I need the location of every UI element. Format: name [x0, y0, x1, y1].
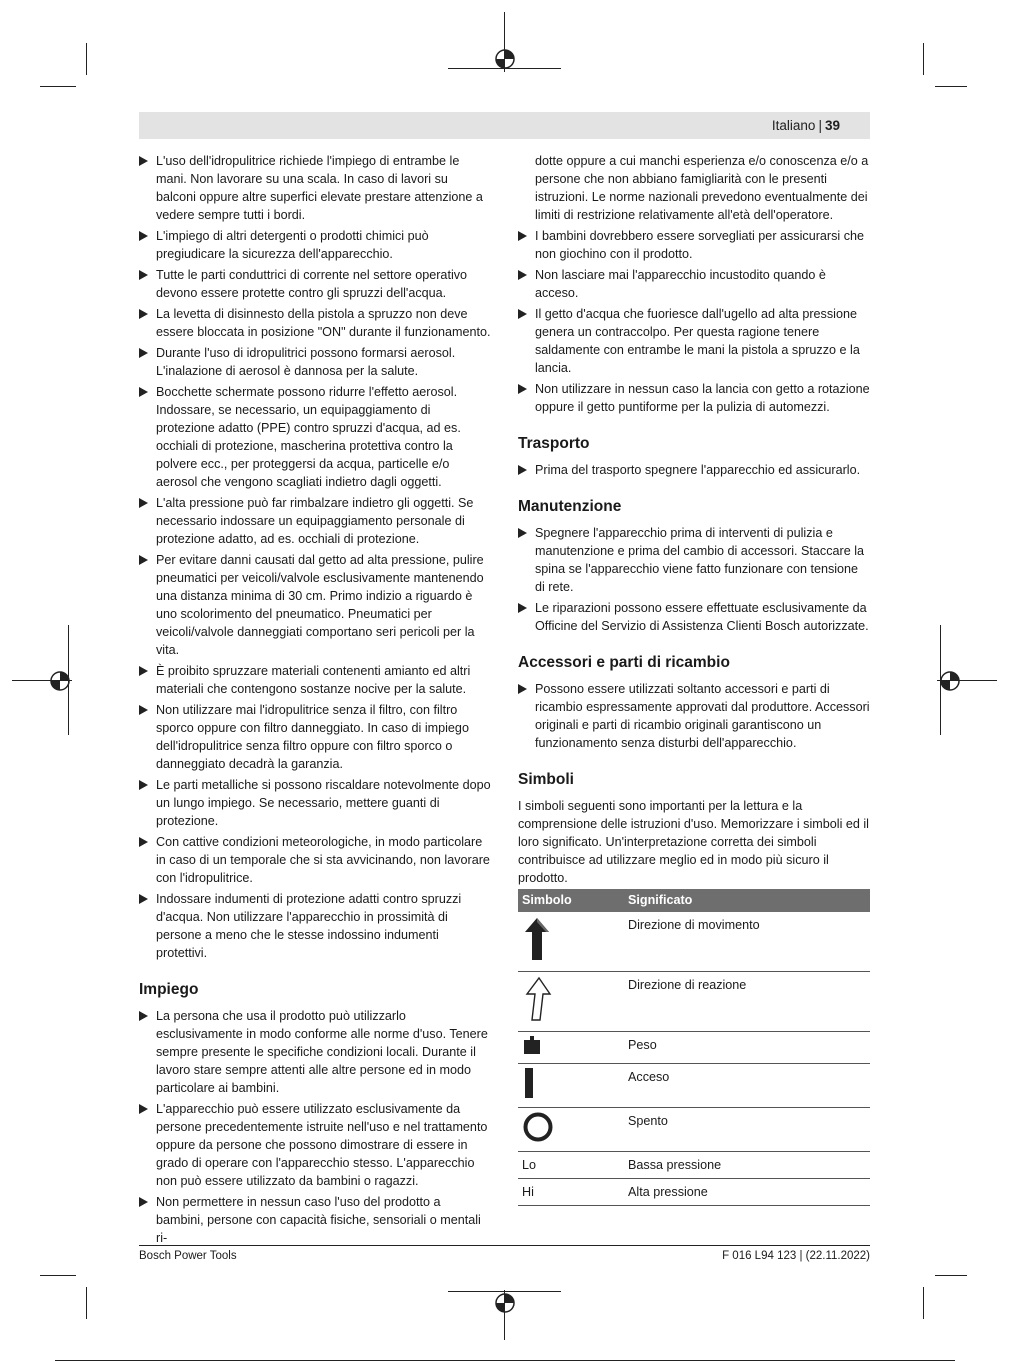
bullet-item: L'alta pressione può far rimbalzare indietro gli oggetti. Se necessario indossare un equipaggiamento personale di protezione adatto, ad es. occhiali di protezione. [139, 494, 491, 548]
bullet-arrow-icon [139, 555, 148, 565]
section-heading-manutenzione: Manutenzione [518, 498, 622, 515]
off-icon [522, 1112, 554, 1142]
footer-rule [139, 1245, 870, 1246]
table-header-symbol: Simbolo [518, 889, 624, 912]
meaning-cell: Bassa pressione [624, 1152, 870, 1179]
bullet-arrow-icon [518, 270, 527, 280]
bullet-item: Durante l'uso di idropulitrici possono formarsi aerosol. L'inalazione di aerosol è dannosa per la salute. [139, 344, 491, 380]
bullet-item: Non permettere in nessun caso l'uso del prodotto a bambini, persone con capacità fisiche, sensoriali o mentali ri- [139, 1193, 491, 1247]
meaning-cell: Spento [624, 1108, 870, 1152]
symbol-cell [518, 972, 624, 1032]
bullet-item: Tutte le parti conduttrici di corrente nel settore operativo devono essere protette contro gli spruzzi dell'acqua. [139, 266, 491, 302]
bullet-item: Indossare indumenti di protezione adatti contro spruzzi d'acqua. Non utilizzare l'apparecchio in prossimità di persone a meno che le stesse indossino indumenti protettivi. [139, 890, 491, 962]
header-separator: | [818, 118, 822, 133]
bullet-arrow-icon [139, 270, 148, 280]
registration-mark-icon [490, 44, 520, 74]
meaning-cell: Alta pressione [624, 1179, 870, 1206]
bullet-arrow-icon [139, 666, 148, 676]
footer-brand: Bosch Power Tools [139, 1250, 237, 1262]
bullet-arrow-icon [139, 309, 148, 319]
bullet-arrow-icon [139, 837, 148, 847]
bullet-arrow-icon [139, 1011, 148, 1021]
bullet-arrow-icon [139, 231, 148, 241]
bullet-arrow-icon [139, 387, 148, 397]
table-row [518, 1179, 870, 1206]
arrow-outline-icon [522, 976, 552, 1022]
bullet-arrow-icon [518, 465, 527, 475]
footer-doc-id: F 016 L94 123 | (22.11.2022) [722, 1250, 870, 1262]
meaning-cell: Direzione di reazione [624, 972, 870, 1032]
page-header [139, 112, 870, 139]
bullet-item: L'apparecchio può essere utilizzato esclusivamente da persone precedentemente istruite nell'uso e nel trattamento oppure da persone che possono dimostrare di essere in grado di operare con l'apparecchio stesso. L'apparecchio non può essere utilizzato da bambini o ragazzi. [139, 1100, 491, 1190]
bullet-item: Le parti metalliche si possono riscaldare notevolmente dopo un lungo impiego. Se necessario, mettere guanti di protezione. [139, 776, 491, 830]
bullet-arrow-icon [139, 1104, 148, 1114]
bullet-item: È proibito spruzzare materiali contenenti amianto ed altri materiali che contengono sostanze nocive per la salute. [139, 662, 491, 698]
bullet-arrow-icon [139, 348, 148, 358]
symbol-cell [518, 912, 624, 972]
meaning-cell: Peso [624, 1032, 870, 1064]
table-row [518, 1064, 870, 1108]
bullet-arrow-icon [139, 1197, 148, 1207]
bullet-item: Con cattive condizioni meteorologiche, in modo particolare in caso di un temporale che si sta avvicinando, non lavorare con l'idropulitrice. [139, 833, 491, 887]
symbol-cell [518, 1064, 624, 1108]
bullet-arrow-icon [518, 603, 527, 613]
bullet-item: L'uso dell'idropulitrice richiede l'impiego di entrambe le mani. Non lavorare su una scala. In caso di lavori su balconi oppure altre superfici elevate prestare attenzione a vedere sempre tutti i bordi. [139, 152, 491, 224]
bullet-item: Prima del trasporto spegnere l'apparecchio ed assicurarlo. [518, 461, 870, 479]
bullet-arrow-icon [139, 705, 148, 715]
bullet-item: Non utilizzare in nessun caso la lancia con getto a rotazione oppure il getto puntiforme per la pulizia di automezzi. [518, 380, 870, 416]
bullet-item: Possono essere utilizzati soltanto accessori e parti di ricambio espressamente approvati dal produttore. Accessori originali e parti di ricambio originali garantiscono un funzionamento senza disturbi dell'apparecchio. [518, 680, 870, 752]
bullet-item: Per evitare danni causati dal getto ad alta pressione, pulire pneumatici per veicoli/valvole esclusivamente mantenendo una distanza minima di 30 cm. Primo indizio a riguardo è uno scolorimento del pneumatico. Pneumatici per veicoli/valvole danneggiati comportano seri pericoli per la vita. [139, 551, 491, 659]
section-heading-accessori: Accessori e parti di ricambio [518, 654, 730, 671]
table-header-meaning: Significato [624, 889, 870, 912]
symbols-table [518, 889, 870, 1206]
bullet-item: Non utilizzare mai l'idropulitrice senza il filtro, con filtro sporco oppure con filtro danneggiato. In caso di impiego dell'idropulitrice senza filtro oppure con filtro sporco o danneggiato decadrà la garanzia. [139, 701, 491, 773]
registration-mark-icon [45, 666, 75, 696]
registration-mark-icon [935, 666, 965, 696]
symbol-cell [518, 1108, 624, 1152]
left-column [139, 152, 491, 1250]
bullet-arrow-icon [518, 684, 527, 694]
bullet-item: I bambini dovrebbero essere sorvegliati per assicurarsi che non giochino con il prodotto. [518, 227, 870, 263]
table-row [518, 972, 870, 1032]
section-heading-trasporto: Trasporto [518, 435, 590, 452]
right-column [518, 152, 870, 1206]
header-text [772, 118, 840, 133]
bullet-item: Bocchette schermate possono ridurre l'effetto aerosol. Indossare, se necessario, un equipaggiamento di protezione adatto (PPE) contro spruzzi d'acqua, ad es. occhiali di protezione, mascherina protettiva contro la polvere ecc., per proteggersi da acqua, particelle e/o aerosol che vengono scagliati indietro dagli oggetti. [139, 383, 491, 491]
bullet-arrow-icon [139, 498, 148, 508]
table-row [518, 1032, 870, 1064]
on-icon [522, 1068, 536, 1098]
bullet-item: La persona che usa il prodotto può utilizzarlo esclusivamente in modo conforme alle norme d'uso. Tenere sempre presente le specifiche condizioni locali. Durante il lavoro stare sempre attenti alle altre persone ed in modo particolare ai bambini. [139, 1007, 491, 1097]
bullet-item: La levetta di disinnesto della pistola a spruzzo non deve essere bloccata in posizione "ON" durante il funzionamento. [139, 305, 491, 341]
symbol-cell [518, 1032, 624, 1064]
weight-icon [522, 1036, 542, 1054]
bullet-arrow-icon [518, 384, 527, 394]
bullet-item: L'impiego di altri detergenti o prodotti chimici può pregiudicare la sicurezza dell'apparecchio. [139, 227, 491, 263]
meaning-cell: Direzione di movimento [624, 912, 870, 972]
section-heading-simboli: Simboli [518, 771, 574, 788]
table-header-row [518, 889, 870, 912]
symbol-label-cell: Hi [518, 1179, 624, 1206]
table-row [518, 912, 870, 972]
table-row [518, 1152, 870, 1179]
page-number: 39 [824, 118, 840, 133]
bullet-arrow-icon [518, 309, 527, 319]
symbol-label-cell: Lo [518, 1152, 624, 1179]
bullet-item: Non lasciare mai l'apparecchio incustodito quando è acceso. [518, 266, 870, 302]
arrow-filled-icon [522, 916, 552, 962]
simboli-intro: I simboli seguenti sono importanti per la lettura e la comprensione delle istruzioni d'uso. Memorizzare i simboli ed il loro significato. Un'interpretazione corretta dei simboli contribuisce ad utilizzare meglio ed in modo più sicuro il prodotto. [518, 799, 869, 885]
meaning-cell: Acceso [624, 1064, 870, 1108]
bullet-arrow-icon [518, 528, 527, 538]
bullet-arrow-icon [518, 231, 527, 241]
table-row [518, 1108, 870, 1152]
registration-mark-icon [490, 1288, 520, 1318]
continued-text: dotte oppure a cui manchi esperienza e/o conoscenza e/o a persone che non abbiano famigliarità con le presenti istruzioni. Le norme nazionali prevedono eventualmente dei limiti di restrizione relativamente all'età dell'operatore. [535, 154, 869, 222]
bullet-arrow-icon [139, 156, 148, 166]
bullet-item: Il getto d'acqua che fuoriesce dall'ugello ad alta pressione genera un contraccolpo. Per questa ragione tenere saldamente con entrambe le mani la pistola a spruzzo e la lancia. [518, 305, 870, 377]
bullet-item: Le riparazioni possono essere effettuate esclusivamente da Officine del Servizio di Assistenza Clienti Bosch autorizzate. [518, 599, 870, 635]
header-section: Italiano [771, 118, 816, 133]
bullet-arrow-icon [139, 780, 148, 790]
bullet-arrow-icon [139, 894, 148, 904]
section-heading-impiego: Impiego [139, 981, 199, 998]
bullet-item: Spegnere l'apparecchio prima di interventi di pulizia e manutenzione e prima del cambio di accessori. Staccare la spina se l'apparecchio viene fatto funzionare con tensione di rete. [518, 524, 870, 596]
